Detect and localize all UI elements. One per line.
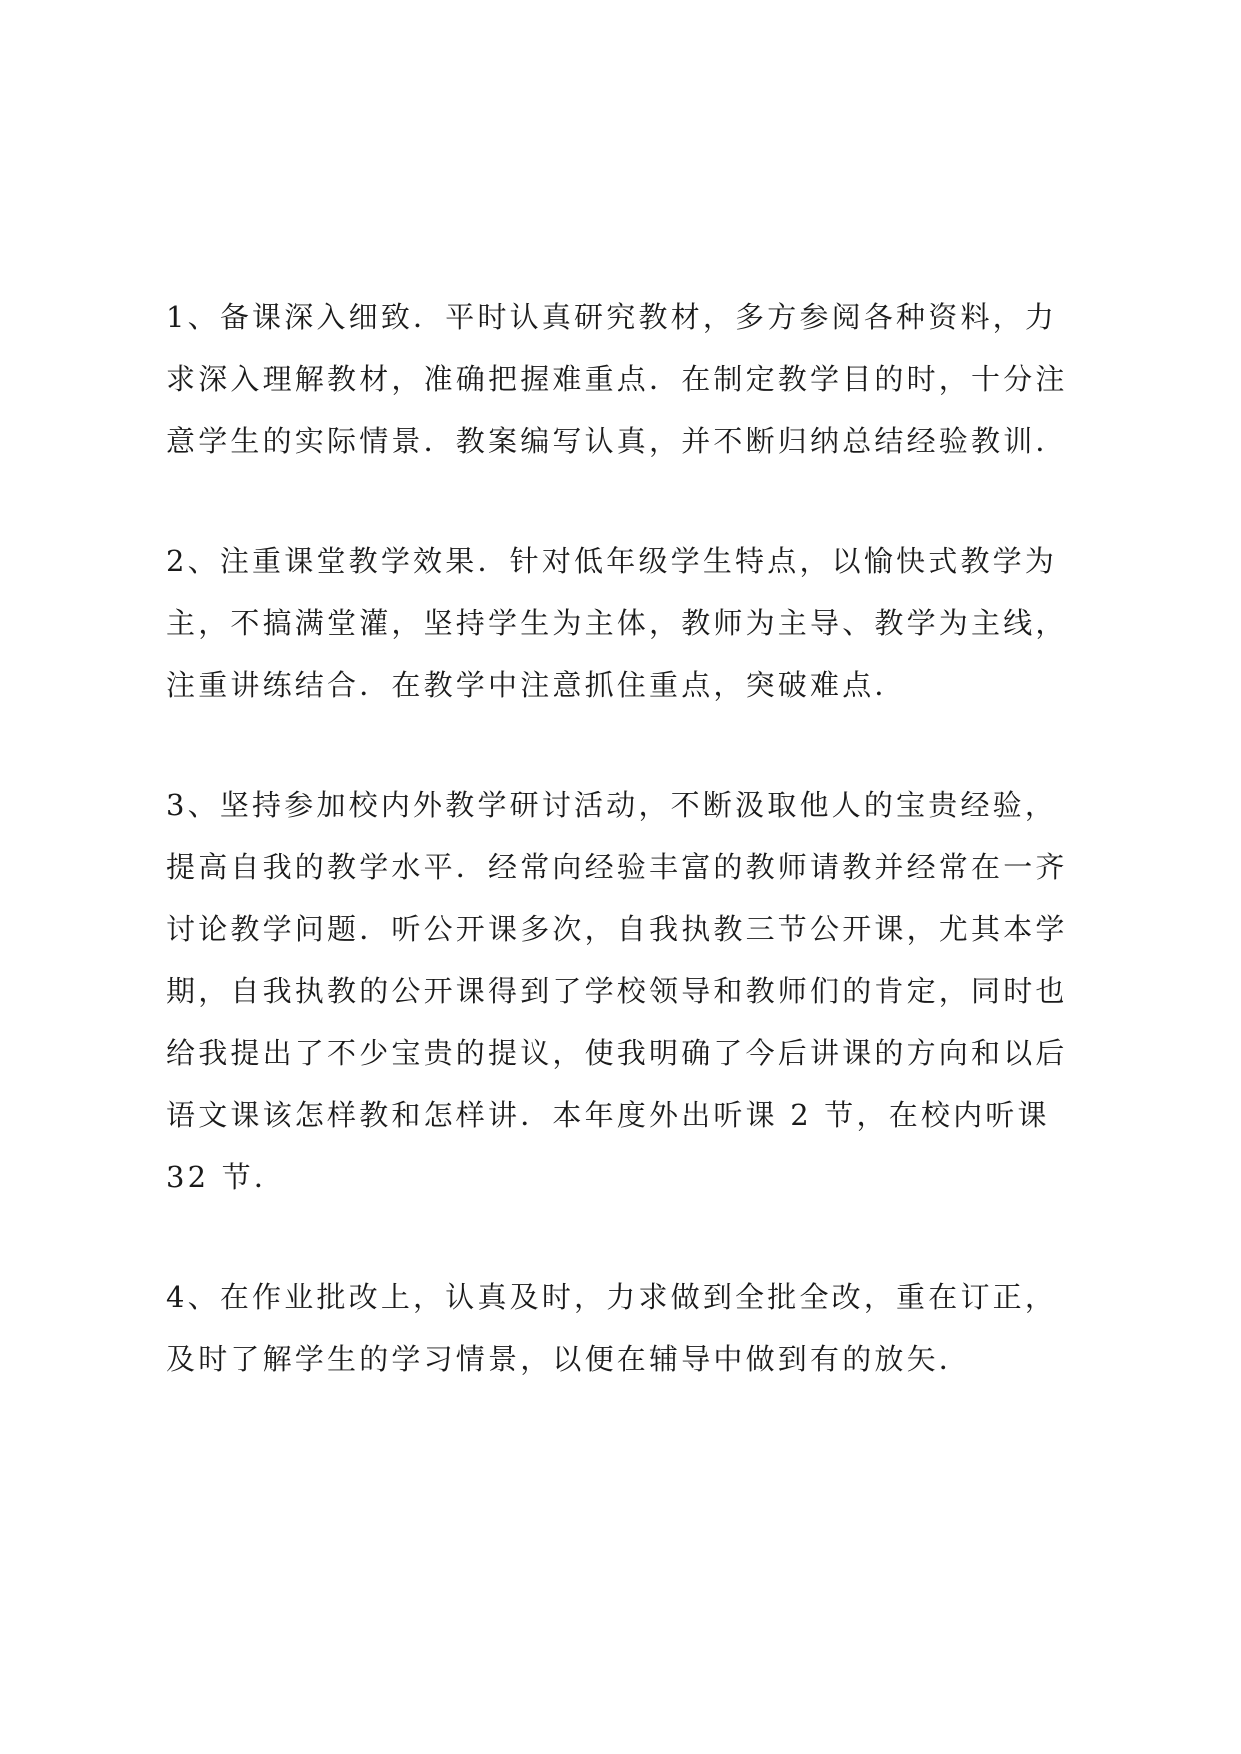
paragraph-line: 32 节． <box>166 1160 287 1194</box>
document-body <box>166 286 1096 1448</box>
paragraph-line: 提高自我的教学水平．经常向经验丰富的教师请教并经常在一齐 <box>166 850 1068 884</box>
paragraph-line: 3、坚持参加校内外教学研讨活动，不断汲取他人的宝贵经验， <box>166 788 1058 822</box>
paragraph-line: 主，不搞满堂灌，坚持学生为主体，教师为主导、教学为主线， <box>166 606 1068 640</box>
paragraph-line: 1、备课深入细致．平时认真研究教材，多方参阅各种资料，力 <box>166 300 1058 334</box>
paragraph-3 <box>166 774 1096 1208</box>
paragraph-line: 求深入理解教材，准确把握难重点．在制定教学目的时，十分注 <box>166 362 1068 396</box>
paragraph-line: 期，自我执教的公开课得到了学校领导和教师们的肯定，同时也 <box>166 974 1068 1008</box>
paragraph-line: 4、在作业批改上，认真及时，力求做到全批全改，重在订正， <box>166 1280 1058 1314</box>
paragraph-line: 语文课该怎样教和怎样讲．本年度外出听课 2 节，在校内听课 <box>166 1098 1050 1132</box>
paragraph-line: 讨论教学问题．听公开课多次，自我执教三节公开课，尤其本学 <box>166 912 1068 946</box>
paragraph-2 <box>166 530 1096 716</box>
paragraph-line: 2、注重课堂教学效果．针对低年级学生特点，以愉快式教学为 <box>166 544 1058 578</box>
paragraph-1 <box>166 286 1096 472</box>
paragraph-4 <box>166 1266 1096 1390</box>
paragraph-line: 注重讲练结合．在教学中注意抓住重点，突破难点． <box>166 668 907 702</box>
paragraph-line: 给我提出了不少宝贵的提议，使我明确了今后讲课的方向和以后 <box>166 1036 1068 1070</box>
paragraph-line: 及时了解学生的学习情景，以便在辅导中做到有的放矢． <box>166 1342 972 1376</box>
paragraph-line: 意学生的实际情景．教案编写认真，并不断归纳总结经验教训． <box>166 424 1068 458</box>
